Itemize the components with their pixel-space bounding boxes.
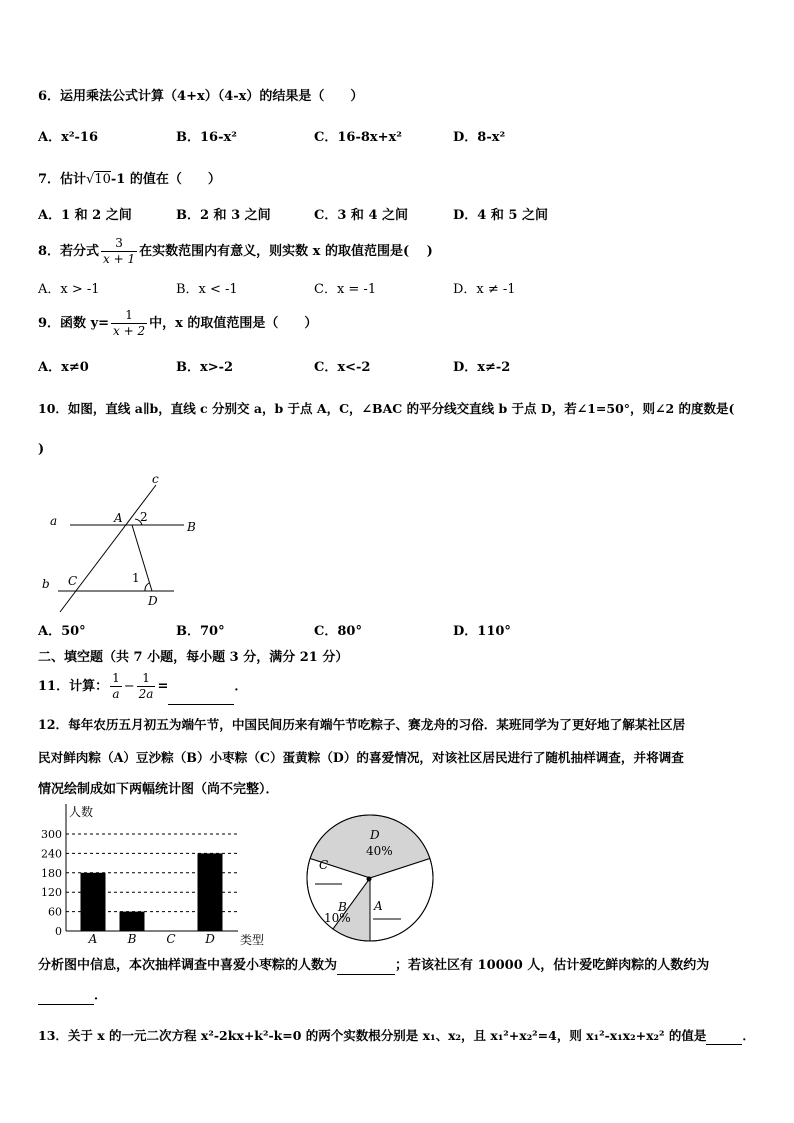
q7-option-b: B．2 和 3 之间 bbox=[176, 208, 271, 223]
q6-option-d: D．8-x² bbox=[453, 130, 506, 145]
y-tick-label: 0 bbox=[55, 925, 62, 938]
pie-center-dot bbox=[367, 877, 372, 882]
q10-option-b: B．70° bbox=[176, 624, 225, 639]
pie-label-b: B bbox=[338, 900, 347, 914]
q12-answer-blank-2[interactable] bbox=[38, 1004, 94, 1005]
q7-stem: 7．估计√10-1 的值在（ ） bbox=[38, 172, 221, 187]
q10-figure bbox=[38, 470, 218, 616]
q12-line1: 12．每年农历五月初五为端午节，中国民间历来有端午节吃粽子、赛龙舟的习俗．某班同学为了更好地了解某社区居 bbox=[38, 717, 686, 732]
q12-after-line2: ． bbox=[38, 987, 107, 1005]
bar-b bbox=[120, 912, 145, 931]
q7-option-d: D．4 和 5 之间 bbox=[453, 208, 548, 223]
q10-option-a: A．50° bbox=[38, 624, 86, 639]
q10-option-d: D．110° bbox=[453, 624, 511, 639]
q11-answer-blank[interactable] bbox=[168, 704, 234, 705]
section-heading: 二、填空题（共 7 小题，每小题 3 分，满分 21 分） bbox=[38, 650, 349, 665]
x-tick-label-c: C bbox=[166, 932, 176, 946]
pie-pct-b: 10% bbox=[324, 911, 351, 925]
x-tick-label-d: D bbox=[205, 932, 215, 946]
angle-1-arc bbox=[145, 583, 149, 591]
q12-after-line1: 分析图中信息，本次抽样调查中喜爱小枣粽的人数为 ；若该社区有 10000 人，估计爱吃鲜肉粽的人数约为 bbox=[38, 958, 710, 973]
q9-option-c: C．x<-2 bbox=[314, 360, 371, 375]
q7-radicand: 10 bbox=[94, 172, 111, 187]
q8-option-b: B．x < -1 bbox=[176, 282, 238, 297]
label-1: 1 bbox=[132, 571, 140, 585]
q9-option-b: B．x>-2 bbox=[176, 360, 234, 375]
label-c: c bbox=[152, 472, 159, 486]
pie-label-a: A bbox=[374, 899, 383, 913]
q11-fraction-2: $\frac{1}{2a}$ bbox=[138, 671, 154, 701]
q12-answer-blank-1[interactable] bbox=[337, 974, 395, 975]
q6-option-c: C．16-8x+x² bbox=[314, 130, 402, 145]
label-C: C bbox=[68, 574, 78, 588]
x-axis-label: 类型 bbox=[240, 933, 265, 947]
q11-stem: 11．计算： $\frac{1}{a}$ − $\frac{1}{2a}$ = ． bbox=[38, 669, 247, 705]
y-tick-label: 240 bbox=[41, 847, 62, 861]
q10-stem-line1: 10．如图，直线 a∥b，直线 c 分别交 a，b 于点 A，C，∠BAC 的平分线交直线 b 于点 D，若∠1=50°，则∠2 的度数是( bbox=[38, 401, 735, 416]
q9-option-a: A．x≠0 bbox=[38, 360, 89, 375]
y-axis-label: 人数 bbox=[69, 805, 94, 819]
q8-fraction: $\frac{3}{x + 1}$ bbox=[103, 236, 136, 266]
label-D: D bbox=[148, 594, 158, 608]
q13-stem: 13．关于 x 的一元二次方程 x²-2kx+k²-k=0 的两个实数根分别是 x₁、x₂，且 x₁²+x₂²=4，则 x₁²-x₁x₂+x₂² 的值是 ． bbox=[38, 1028, 755, 1043]
q13-answer-blank[interactable] bbox=[706, 1044, 742, 1045]
pie-chart bbox=[300, 808, 440, 948]
q12-line2: 民对鲜肉粽（A）豆沙粽（B）小枣粽（C）蛋黄粽（D）的喜爱情况，对该社区居民进行了随机抽样调查，并将调查 bbox=[38, 750, 684, 765]
q8-option-c: C．x = -1 bbox=[314, 282, 377, 297]
bar-a bbox=[81, 873, 106, 931]
q10-stem-line2: ) bbox=[38, 442, 45, 457]
x-tick-label-a: A bbox=[88, 932, 98, 946]
q6-option-b: B．16-x² bbox=[176, 130, 237, 145]
bar-chart bbox=[30, 800, 280, 950]
label-a: a bbox=[50, 514, 58, 528]
q9-fraction: $\frac{1}{x + 2}$ bbox=[113, 308, 146, 338]
y-tick-label: 120 bbox=[41, 886, 62, 900]
q7-option-c: C．3 和 4 之间 bbox=[314, 208, 409, 223]
pie-label-d: D bbox=[370, 828, 380, 842]
q6-option-a: A．x²-16 bbox=[38, 130, 99, 145]
sqrt-symbol: √ bbox=[86, 172, 95, 187]
q7-option-a: A．1 和 2 之间 bbox=[38, 208, 132, 223]
x-tick-label-b: B bbox=[127, 932, 137, 946]
label-2: 2 bbox=[140, 510, 148, 524]
bar-categories bbox=[88, 932, 216, 946]
q11-fraction-1: $\frac{1}{a}$ bbox=[112, 671, 120, 701]
label-A: A bbox=[114, 511, 123, 525]
q8-stem: 8．若分式 $\frac{3}{x + 1}$ 在实数范围内有意义，则实数 x 的取值范围是( ) bbox=[38, 236, 433, 266]
q8-option-d: D．x ≠ -1 bbox=[453, 282, 516, 297]
bar-y-ticks bbox=[41, 828, 62, 938]
q12-line3: 情况绘制成如下两幅统计图（尚不完整）． bbox=[38, 782, 279, 797]
y-tick-label: 60 bbox=[48, 905, 62, 919]
q9-stem: 9．函数 y= $\frac{1}{x + 2}$ 中，x 的取值范围是（ ） bbox=[38, 308, 318, 338]
pie-label-c: C bbox=[319, 858, 329, 872]
line-c bbox=[60, 485, 156, 612]
y-tick-label: 180 bbox=[41, 866, 62, 880]
q10-option-c: C．80° bbox=[314, 624, 362, 639]
label-b: b bbox=[42, 577, 50, 591]
q9-option-d: D．x≠-2 bbox=[453, 360, 511, 375]
q6-stem: 6．运用乘法公式计算（4+x）（4-x）的结果是（ ） bbox=[38, 89, 364, 104]
y-tick-label: 300 bbox=[41, 828, 62, 841]
label-B: B bbox=[187, 520, 196, 534]
pie-pct-d: 40% bbox=[366, 844, 393, 858]
q8-option-a: A．x > -1 bbox=[38, 282, 100, 297]
bar-d bbox=[198, 853, 223, 931]
